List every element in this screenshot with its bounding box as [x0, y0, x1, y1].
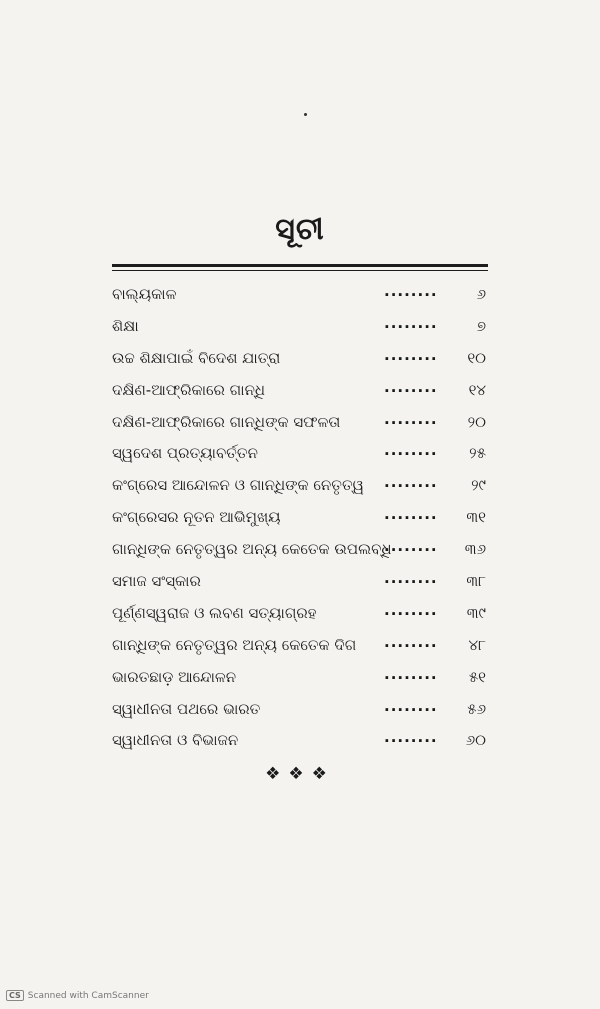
title-rule-thick	[112, 264, 488, 267]
toc-page-number: ୩୧	[466, 508, 486, 527]
toc-dot-leader: ........	[384, 632, 438, 651]
toc-entry-title: ଗାନ୍ଧିଙ୍କ ନେତୃତ୍ୱର ଅନ୍ୟ କେତେକ ଦିଗ	[112, 635, 357, 654]
toc-page-number: ୩୮	[466, 572, 486, 591]
toc-page-number: ୩୬	[464, 540, 486, 559]
toc-dot-leader: ........	[384, 409, 438, 428]
toc-entry-title: ଦକ୍ଷିଣ-ଆଫ୍ରିକାରେ ଗାନ୍ଧି	[112, 380, 266, 399]
toc-page-number: ୧୦	[467, 348, 486, 367]
toc-page-number: ୨୦	[467, 412, 486, 431]
toc-entry-title: ଶିକ୍ଷା	[112, 316, 139, 335]
toc-dot-leader: ........	[384, 569, 438, 588]
toc-entry	[112, 566, 488, 598]
toc-dot-leader: ........	[384, 441, 438, 460]
toc-entry	[112, 502, 488, 534]
toc-dot-leader: ........	[384, 600, 438, 619]
camscanner-icon: CS	[6, 990, 24, 1001]
toc-entry	[112, 343, 488, 375]
toc-page-number: ୨୫	[469, 444, 486, 463]
toc-page-number: ୧୪	[468, 380, 486, 399]
ornament-divider: ❖❖❖	[265, 764, 335, 784]
toc-entry-title: ଉଚ୍ଚ ଶିକ୍ଷାପାଇଁ ବିଦେଶ ଯାତ୍ରା	[112, 348, 281, 367]
toc-dot-leader: ........	[384, 728, 438, 747]
toc-dot-leader: ........	[384, 537, 438, 556]
toc-entry-title: ସ୍ୱାଧୀନତା ଓ ବିଭାଜନ	[112, 731, 239, 750]
toc-page-number: ୫୬	[467, 699, 486, 718]
toc-dot-leader: ........	[384, 377, 438, 396]
toc-page-number: ୪୮	[468, 635, 486, 654]
toc-entry-title: ଦକ୍ଷିଣ-ଆଫ୍ରିକାରେ ଗାନ୍ଧିଙ୍କ ସଫଳତା	[112, 412, 341, 431]
toc-dot-leader: ........	[384, 505, 438, 524]
toc-entry	[112, 662, 488, 694]
toc-entry-title: ବାଲ୍ୟକାଳ	[112, 285, 177, 303]
toc-entry-title: ଗାନ୍ଧିଙ୍କ ନେତୃତ୍ୱର ଅନ୍ୟ କେତେକ ଉପଲବ୍ଧି	[112, 540, 392, 559]
toc-entry	[112, 630, 488, 662]
toc-dot-leader: ........	[384, 345, 438, 364]
toc-page-number: ୭	[476, 316, 486, 335]
toc-entry	[112, 534, 488, 566]
toc-page-number: ୨୯	[471, 476, 486, 495]
toc-entry-title: କଂଗ୍ରେସର ନୂତନ ଆଭିମୁଖ୍ୟ	[112, 508, 281, 527]
toc-page-number: ୬	[476, 285, 486, 303]
toc-entry	[112, 725, 488, 757]
toc-entry	[112, 375, 488, 407]
toc-entry-title: ସ୍ୱାଧୀନତା ପଥରେ ଭାରତ	[112, 699, 261, 718]
page-title: ସୂଚୀ	[275, 212, 325, 247]
toc-dot-leader: ........	[384, 473, 438, 492]
toc-entry	[112, 694, 488, 726]
scanner-watermark	[6, 990, 149, 1001]
toc-entry-title: ଭାରତଛାଡ଼ ଆନ୍ଦୋଳନ	[112, 667, 237, 686]
toc-dot-leader: ........	[384, 696, 438, 715]
title-rule-thin	[112, 270, 488, 271]
toc-dot-leader: ........	[384, 313, 438, 332]
toc-page-number: ୬୦	[465, 731, 486, 750]
toc-entry	[112, 470, 488, 502]
toc-entry-title: ପୂର୍ଣ୍ଣସ୍ୱରାଜ ଓ ଲବଣ ସତ୍ୟାଗ୍ରହ	[112, 603, 317, 622]
toc-entry	[112, 598, 488, 630]
toc-entry-title: ସମାଜ ସଂସ୍କାର	[112, 572, 201, 591]
toc-entry	[112, 438, 488, 470]
watermark-text: Scanned with CamScanner	[27, 991, 149, 1001]
toc-dot-leader: ........	[384, 282, 438, 300]
toc-entry-title: ସ୍ୱଦେଶ ପ୍ରତ୍ୟାବର୍ତ୍ତନ	[112, 444, 258, 463]
toc-page-number: ୩୯	[466, 603, 486, 622]
toc-page-number: ୫୧	[468, 667, 486, 686]
toc-entry	[112, 311, 488, 343]
table-of-contents	[112, 279, 488, 757]
paper-speck	[304, 113, 307, 116]
toc-entry-title: କଂଗ୍ରେସ ଆନ୍ଦୋଳନ ଓ ଗାନ୍ଧିଙ୍କ ନେତୃତ୍ୱ	[112, 476, 364, 495]
toc-entry	[112, 407, 488, 439]
toc-entry	[112, 279, 488, 311]
toc-dot-leader: ........	[384, 664, 438, 683]
